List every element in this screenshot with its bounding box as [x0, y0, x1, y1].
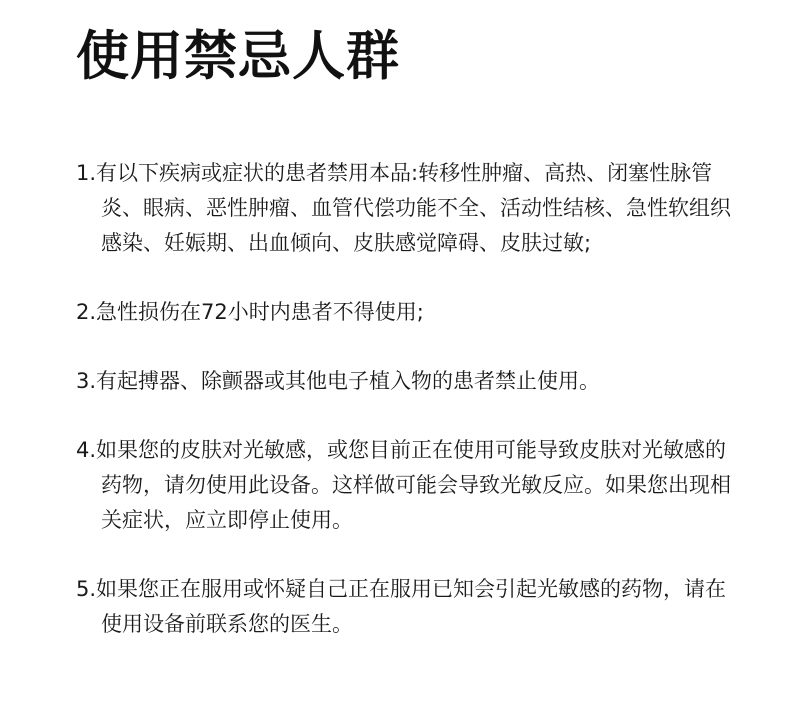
contraindication-list — [76, 156, 736, 676]
item-number: 2. — [76, 300, 97, 324]
item-number: 3. — [76, 369, 97, 393]
item-text: 如果您的皮肤对光敏感，或您目前正在使用可能导致皮肤对光敏感的药物，请勿使用此设备。这样做可能会导致光敏反应。如果您出现相关症状，应立即停止使用。 — [96, 438, 731, 532]
item-number: 5. — [76, 577, 97, 601]
list-item — [76, 156, 736, 261]
list-item — [76, 295, 736, 330]
item-text: 有起搏器、除颤器或其他电子植入物的患者禁止使用。 — [96, 369, 601, 393]
item-number: 4. — [76, 438, 97, 462]
item-text: 急性损伤在72小时内患者不得使用; — [96, 300, 424, 324]
page-title: 使用禁忌人群 — [76, 26, 400, 87]
list-item — [76, 364, 736, 399]
list-item — [76, 572, 736, 642]
item-number: 1. — [76, 161, 97, 185]
list-item — [76, 433, 736, 538]
item-text: 如果您正在服用或怀疑自己正在服用已知会引起光敏感的药物，请在使用设备前联系您的医生。 — [96, 577, 727, 636]
item-text: 有以下疾病或症状的患者禁用本品:转移性肿瘤、高热、闭塞性脉管炎、眼病、恶性肿瘤、血管代偿功能不全、活动性结核、急性软组织感染、妊娠期、出血倾向、皮肤感觉障碍、皮肤过敏; — [96, 161, 731, 255]
